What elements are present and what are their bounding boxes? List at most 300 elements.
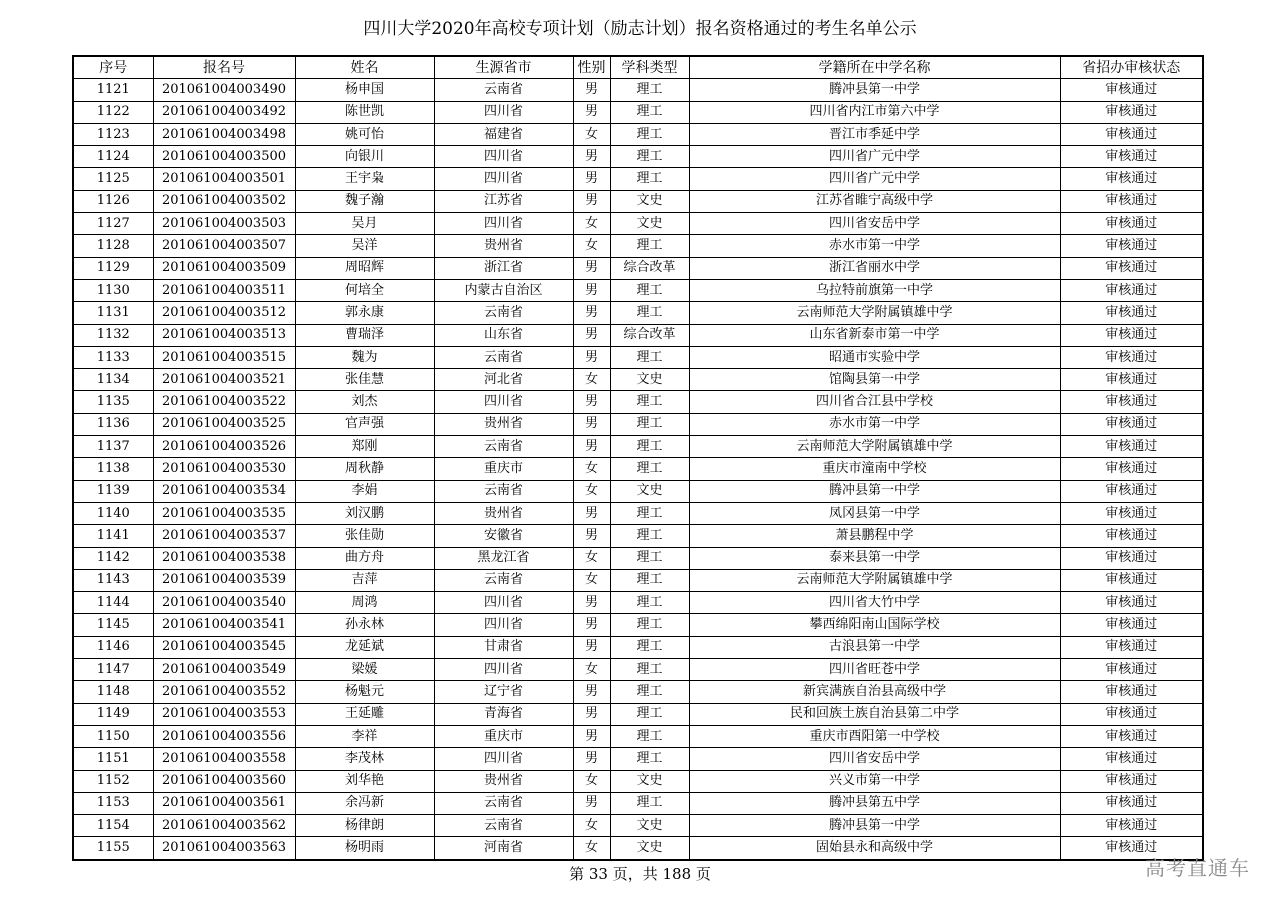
name-cell: 曲方舟	[295, 547, 434, 569]
gender-cell: 男	[573, 257, 610, 279]
seq-cell: 1125	[73, 168, 153, 190]
reg-number-cell: 201061004003503	[153, 213, 295, 235]
province-cell: 四川省	[434, 592, 573, 614]
status-cell: 审核通过	[1060, 391, 1203, 413]
province-cell: 河南省	[434, 837, 573, 860]
province-cell: 福建省	[434, 123, 573, 145]
school-cell: 攀西绵阳南山国际学校	[689, 614, 1060, 636]
status-cell: 审核通过	[1060, 614, 1203, 636]
province-cell: 四川省	[434, 659, 573, 681]
name-cell: 吴月	[295, 213, 434, 235]
gender-cell: 男	[573, 614, 610, 636]
gender-cell: 男	[573, 525, 610, 547]
status-cell: 审核通过	[1060, 190, 1203, 212]
school-cell: 重庆市潼南中学校	[689, 458, 1060, 480]
province-cell: 贵州省	[434, 413, 573, 435]
status-cell: 审核通过	[1060, 123, 1203, 145]
status-cell: 审核通过	[1060, 346, 1203, 368]
table-row	[73, 413, 1203, 435]
school-cell: 云南师范大学附属镇雄中学	[689, 569, 1060, 591]
seq-cell: 1155	[73, 837, 153, 860]
status-cell: 审核通过	[1060, 79, 1203, 101]
seq-cell: 1137	[73, 436, 153, 458]
school-cell: 馆陶县第一中学	[689, 369, 1060, 391]
school-cell: 昭通市实验中学	[689, 346, 1060, 368]
gender-cell: 女	[573, 480, 610, 502]
name-cell: 杨魁元	[295, 681, 434, 703]
subject-type-cell: 文史	[610, 369, 689, 391]
gender-cell: 男	[573, 592, 610, 614]
status-cell: 审核通过	[1060, 235, 1203, 257]
column-header: 学科类型	[610, 56, 689, 79]
seq-cell: 1123	[73, 123, 153, 145]
seq-cell: 1143	[73, 569, 153, 591]
name-cell: 向银川	[295, 146, 434, 168]
reg-number-cell: 201061004003525	[153, 413, 295, 435]
reg-number-cell: 201061004003498	[153, 123, 295, 145]
gender-cell: 女	[573, 815, 610, 837]
school-cell: 四川省旺苍中学	[689, 659, 1060, 681]
table-row	[73, 569, 1203, 591]
seq-cell: 1150	[73, 725, 153, 747]
province-cell: 甘肃省	[434, 636, 573, 658]
status-cell: 审核通过	[1060, 659, 1203, 681]
status-cell: 审核通过	[1060, 681, 1203, 703]
table-body	[73, 79, 1203, 860]
gender-cell: 男	[573, 725, 610, 747]
school-cell: 重庆市酉阳第一中学校	[689, 725, 1060, 747]
table-row	[73, 213, 1203, 235]
reg-number-cell: 201061004003509	[153, 257, 295, 279]
province-cell: 云南省	[434, 79, 573, 101]
table-row	[73, 792, 1203, 814]
reg-number-cell: 201061004003526	[153, 436, 295, 458]
table-row	[73, 436, 1203, 458]
table-row	[73, 480, 1203, 502]
seq-cell: 1136	[73, 413, 153, 435]
subject-type-cell: 理工	[610, 703, 689, 725]
subject-type-cell: 理工	[610, 458, 689, 480]
subject-type-cell: 文史	[610, 213, 689, 235]
name-cell: 李茂林	[295, 748, 434, 770]
reg-number-cell: 201061004003535	[153, 502, 295, 524]
province-cell: 青海省	[434, 703, 573, 725]
name-cell: 郑刚	[295, 436, 434, 458]
column-header: 报名号	[153, 56, 295, 79]
name-cell: 刘汉鹏	[295, 502, 434, 524]
column-header: 序号	[73, 56, 153, 79]
school-cell: 山东省新泰市第一中学	[689, 324, 1060, 346]
name-cell: 杨律朗	[295, 815, 434, 837]
seq-cell: 1124	[73, 146, 153, 168]
gender-cell: 男	[573, 346, 610, 368]
province-cell: 四川省	[434, 213, 573, 235]
status-cell: 审核通过	[1060, 436, 1203, 458]
name-cell: 魏子瀚	[295, 190, 434, 212]
name-cell: 魏为	[295, 346, 434, 368]
name-cell: 李娟	[295, 480, 434, 502]
table-row	[73, 79, 1203, 101]
reg-number-cell: 201061004003502	[153, 190, 295, 212]
school-cell: 四川省合江县中学校	[689, 391, 1060, 413]
gender-cell: 男	[573, 681, 610, 703]
gender-cell: 男	[573, 146, 610, 168]
gender-cell: 女	[573, 569, 610, 591]
name-cell: 龙延斌	[295, 636, 434, 658]
name-cell: 梁媛	[295, 659, 434, 681]
subject-type-cell: 理工	[610, 79, 689, 101]
reg-number-cell: 201061004003562	[153, 815, 295, 837]
province-cell: 云南省	[434, 480, 573, 502]
gender-cell: 男	[573, 101, 610, 123]
table-row	[73, 592, 1203, 614]
subject-type-cell: 理工	[610, 681, 689, 703]
province-cell: 重庆市	[434, 458, 573, 480]
table-row	[73, 146, 1203, 168]
status-cell: 审核通过	[1060, 101, 1203, 123]
subject-type-cell: 理工	[610, 614, 689, 636]
seq-cell: 1132	[73, 324, 153, 346]
school-cell: 古浪县第一中学	[689, 636, 1060, 658]
gender-cell: 男	[573, 302, 610, 324]
province-cell: 河北省	[434, 369, 573, 391]
seq-cell: 1151	[73, 748, 153, 770]
table-row	[73, 235, 1203, 257]
subject-type-cell: 综合改革	[610, 257, 689, 279]
gender-cell: 女	[573, 235, 610, 257]
name-cell: 郭永康	[295, 302, 434, 324]
subject-type-cell: 理工	[610, 123, 689, 145]
school-cell: 云南师范大学附属镇雄中学	[689, 302, 1060, 324]
province-cell: 四川省	[434, 748, 573, 770]
gender-cell: 女	[573, 213, 610, 235]
name-cell: 孙永林	[295, 614, 434, 636]
gender-cell: 男	[573, 190, 610, 212]
name-cell: 杨申国	[295, 79, 434, 101]
province-cell: 重庆市	[434, 725, 573, 747]
name-cell: 刘杰	[295, 391, 434, 413]
status-cell: 审核通过	[1060, 146, 1203, 168]
school-cell: 凤冈县第一中学	[689, 502, 1060, 524]
table-row	[73, 748, 1203, 770]
status-cell: 审核通过	[1060, 279, 1203, 301]
table-row	[73, 725, 1203, 747]
reg-number-cell: 201061004003561	[153, 792, 295, 814]
gender-cell: 女	[573, 837, 610, 860]
status-cell: 审核通过	[1060, 213, 1203, 235]
name-cell: 张佳慧	[295, 369, 434, 391]
table-row	[73, 324, 1203, 346]
seq-cell: 1135	[73, 391, 153, 413]
table-row	[73, 391, 1203, 413]
name-cell: 吴洋	[295, 235, 434, 257]
gender-cell: 男	[573, 168, 610, 190]
gender-cell: 男	[573, 502, 610, 524]
seq-cell: 1154	[73, 815, 153, 837]
table-row	[73, 168, 1203, 190]
province-cell: 贵州省	[434, 770, 573, 792]
roster-table	[72, 55, 1204, 861]
status-cell: 审核通过	[1060, 636, 1203, 658]
seq-cell: 1134	[73, 369, 153, 391]
school-cell: 腾冲县第五中学	[689, 792, 1060, 814]
province-cell: 辽宁省	[434, 681, 573, 703]
subject-type-cell: 理工	[610, 792, 689, 814]
watermark: 高考直通车	[1145, 856, 1250, 880]
subject-type-cell: 理工	[610, 146, 689, 168]
reg-number-cell: 201061004003540	[153, 592, 295, 614]
reg-number-cell: 201061004003501	[153, 168, 295, 190]
province-cell: 安徽省	[434, 525, 573, 547]
province-cell: 内蒙古自治区	[434, 279, 573, 301]
seq-cell: 1153	[73, 792, 153, 814]
status-cell: 审核通过	[1060, 413, 1203, 435]
gender-cell: 男	[573, 748, 610, 770]
subject-type-cell: 理工	[610, 547, 689, 569]
school-cell: 浙江省丽水中学	[689, 257, 1060, 279]
subject-type-cell: 理工	[610, 569, 689, 591]
status-cell: 审核通过	[1060, 480, 1203, 502]
name-cell: 官声强	[295, 413, 434, 435]
province-cell: 云南省	[434, 792, 573, 814]
subject-type-cell: 文史	[610, 770, 689, 792]
school-cell: 四川省大竹中学	[689, 592, 1060, 614]
subject-type-cell: 理工	[610, 525, 689, 547]
table-row	[73, 257, 1203, 279]
subject-type-cell: 文史	[610, 815, 689, 837]
table-row	[73, 346, 1203, 368]
name-cell: 曹瑞泽	[295, 324, 434, 346]
province-cell: 黑龙江省	[434, 547, 573, 569]
reg-number-cell: 201061004003537	[153, 525, 295, 547]
status-cell: 审核通过	[1060, 792, 1203, 814]
name-cell: 王延雕	[295, 703, 434, 725]
table-row	[73, 547, 1203, 569]
seq-cell: 1145	[73, 614, 153, 636]
table-row	[73, 369, 1203, 391]
name-cell: 周鸿	[295, 592, 434, 614]
gender-cell: 男	[573, 792, 610, 814]
gender-cell: 男	[573, 636, 610, 658]
gender-cell: 男	[573, 324, 610, 346]
status-cell: 审核通过	[1060, 324, 1203, 346]
reg-number-cell: 201061004003513	[153, 324, 295, 346]
school-cell: 萧县鹏程中学	[689, 525, 1060, 547]
status-cell: 审核通过	[1060, 569, 1203, 591]
subject-type-cell: 理工	[610, 302, 689, 324]
subject-type-cell: 文史	[610, 837, 689, 860]
school-cell: 晋江市季延中学	[689, 123, 1060, 145]
subject-type-cell: 综合改革	[610, 324, 689, 346]
column-header: 姓名	[295, 56, 434, 79]
gender-cell: 女	[573, 770, 610, 792]
page-title: 四川大学2020年高校专项计划（励志计划）报名资格通过的考生名单公示	[363, 19, 917, 39]
province-cell: 四川省	[434, 614, 573, 636]
reg-number-cell: 201061004003553	[153, 703, 295, 725]
province-cell: 贵州省	[434, 502, 573, 524]
status-cell: 审核通过	[1060, 525, 1203, 547]
subject-type-cell: 理工	[610, 413, 689, 435]
gender-cell: 女	[573, 369, 610, 391]
name-cell: 张佳勋	[295, 525, 434, 547]
table-row	[73, 458, 1203, 480]
reg-number-cell: 201061004003522	[153, 391, 295, 413]
subject-type-cell: 理工	[610, 636, 689, 658]
gender-cell: 女	[573, 458, 610, 480]
status-cell: 审核通过	[1060, 748, 1203, 770]
table-row	[73, 815, 1203, 837]
reg-number-cell: 201061004003492	[153, 101, 295, 123]
subject-type-cell: 理工	[610, 235, 689, 257]
status-cell: 审核通过	[1060, 168, 1203, 190]
province-cell: 云南省	[434, 815, 573, 837]
name-cell: 姚可怡	[295, 123, 434, 145]
school-cell: 四川省广元中学	[689, 168, 1060, 190]
seq-cell: 1127	[73, 213, 153, 235]
table-row	[73, 101, 1203, 123]
column-header: 生源省市	[434, 56, 573, 79]
school-cell: 赤水市第一中学	[689, 235, 1060, 257]
subject-type-cell: 文史	[610, 480, 689, 502]
name-cell: 王宇枭	[295, 168, 434, 190]
gender-cell: 男	[573, 413, 610, 435]
status-cell: 审核通过	[1060, 725, 1203, 747]
status-cell: 审核通过	[1060, 703, 1203, 725]
table-row	[73, 502, 1203, 524]
subject-type-cell: 文史	[610, 190, 689, 212]
province-cell: 云南省	[434, 302, 573, 324]
seq-cell: 1141	[73, 525, 153, 547]
seq-cell: 1122	[73, 101, 153, 123]
school-cell: 四川省安岳中学	[689, 748, 1060, 770]
reg-number-cell: 201061004003500	[153, 146, 295, 168]
reg-number-cell: 201061004003534	[153, 480, 295, 502]
table-row	[73, 681, 1203, 703]
gender-cell: 男	[573, 279, 610, 301]
seq-cell: 1130	[73, 279, 153, 301]
reg-number-cell: 201061004003552	[153, 681, 295, 703]
name-cell: 李祥	[295, 725, 434, 747]
status-cell: 审核通过	[1060, 547, 1203, 569]
seq-cell: 1126	[73, 190, 153, 212]
subject-type-cell: 理工	[610, 659, 689, 681]
reg-number-cell: 201061004003530	[153, 458, 295, 480]
status-cell: 审核通过	[1060, 257, 1203, 279]
status-cell: 审核通过	[1060, 302, 1203, 324]
seq-cell: 1152	[73, 770, 153, 792]
reg-number-cell: 201061004003511	[153, 279, 295, 301]
subject-type-cell: 理工	[610, 592, 689, 614]
seq-cell: 1147	[73, 659, 153, 681]
province-cell: 云南省	[434, 346, 573, 368]
table-row	[73, 123, 1203, 145]
gender-cell: 女	[573, 123, 610, 145]
name-cell: 周昭辉	[295, 257, 434, 279]
column-header: 省招办审核状态	[1060, 56, 1203, 79]
subject-type-cell: 理工	[610, 168, 689, 190]
status-cell: 审核通过	[1060, 770, 1203, 792]
province-cell: 四川省	[434, 168, 573, 190]
school-cell: 腾冲县第一中学	[689, 79, 1060, 101]
province-cell: 云南省	[434, 436, 573, 458]
school-cell: 新宾满族自治县高级中学	[689, 681, 1060, 703]
reg-number-cell: 201061004003512	[153, 302, 295, 324]
seq-cell: 1142	[73, 547, 153, 569]
province-cell: 云南省	[434, 569, 573, 591]
reg-number-cell: 201061004003490	[153, 79, 295, 101]
subject-type-cell: 理工	[610, 391, 689, 413]
gender-cell: 男	[573, 391, 610, 413]
seq-cell: 1148	[73, 681, 153, 703]
subject-type-cell: 理工	[610, 346, 689, 368]
seq-cell: 1149	[73, 703, 153, 725]
status-cell: 审核通过	[1060, 369, 1203, 391]
school-cell: 云南师范大学附属镇雄中学	[689, 436, 1060, 458]
subject-type-cell: 理工	[610, 748, 689, 770]
table-row	[73, 636, 1203, 658]
reg-number-cell: 201061004003539	[153, 569, 295, 591]
school-cell: 泰来县第一中学	[689, 547, 1060, 569]
column-header: 学籍所在中学名称	[689, 56, 1060, 79]
table-row	[73, 837, 1203, 860]
seq-cell: 1129	[73, 257, 153, 279]
status-cell: 审核通过	[1060, 592, 1203, 614]
school-cell: 腾冲县第一中学	[689, 480, 1060, 502]
table-row	[73, 659, 1203, 681]
reg-number-cell: 201061004003563	[153, 837, 295, 860]
gender-cell: 男	[573, 436, 610, 458]
reg-number-cell: 201061004003558	[153, 748, 295, 770]
table-header-row	[73, 56, 1203, 79]
province-cell: 浙江省	[434, 257, 573, 279]
reg-number-cell: 201061004003541	[153, 614, 295, 636]
school-cell: 江苏省睢宁高级中学	[689, 190, 1060, 212]
reg-number-cell: 201061004003549	[153, 659, 295, 681]
gender-cell: 女	[573, 659, 610, 681]
table-row	[73, 190, 1203, 212]
seq-cell: 1140	[73, 502, 153, 524]
reg-number-cell: 201061004003545	[153, 636, 295, 658]
seq-cell: 1138	[73, 458, 153, 480]
seq-cell: 1121	[73, 79, 153, 101]
province-cell: 贵州省	[434, 235, 573, 257]
name-cell: 周秋静	[295, 458, 434, 480]
province-cell: 四川省	[434, 146, 573, 168]
status-cell: 审核通过	[1060, 458, 1203, 480]
gender-cell: 男	[573, 79, 610, 101]
gender-cell: 男	[573, 703, 610, 725]
name-cell: 何培全	[295, 279, 434, 301]
seq-cell: 1128	[73, 235, 153, 257]
province-cell: 江苏省	[434, 190, 573, 212]
table-row	[73, 279, 1203, 301]
subject-type-cell: 理工	[610, 725, 689, 747]
page-number: 第 33 页，共 188 页	[569, 865, 711, 883]
seq-cell: 1139	[73, 480, 153, 502]
seq-cell: 1133	[73, 346, 153, 368]
table-row	[73, 770, 1203, 792]
seq-cell: 1146	[73, 636, 153, 658]
school-cell: 腾冲县第一中学	[689, 815, 1060, 837]
status-cell: 审核通过	[1060, 837, 1203, 860]
reg-number-cell: 201061004003560	[153, 770, 295, 792]
table-row	[73, 525, 1203, 547]
school-cell: 乌拉特前旗第一中学	[689, 279, 1060, 301]
reg-number-cell: 201061004003515	[153, 346, 295, 368]
school-cell: 固始县永和高级中学	[689, 837, 1060, 860]
school-cell: 四川省安岳中学	[689, 213, 1060, 235]
province-cell: 四川省	[434, 391, 573, 413]
